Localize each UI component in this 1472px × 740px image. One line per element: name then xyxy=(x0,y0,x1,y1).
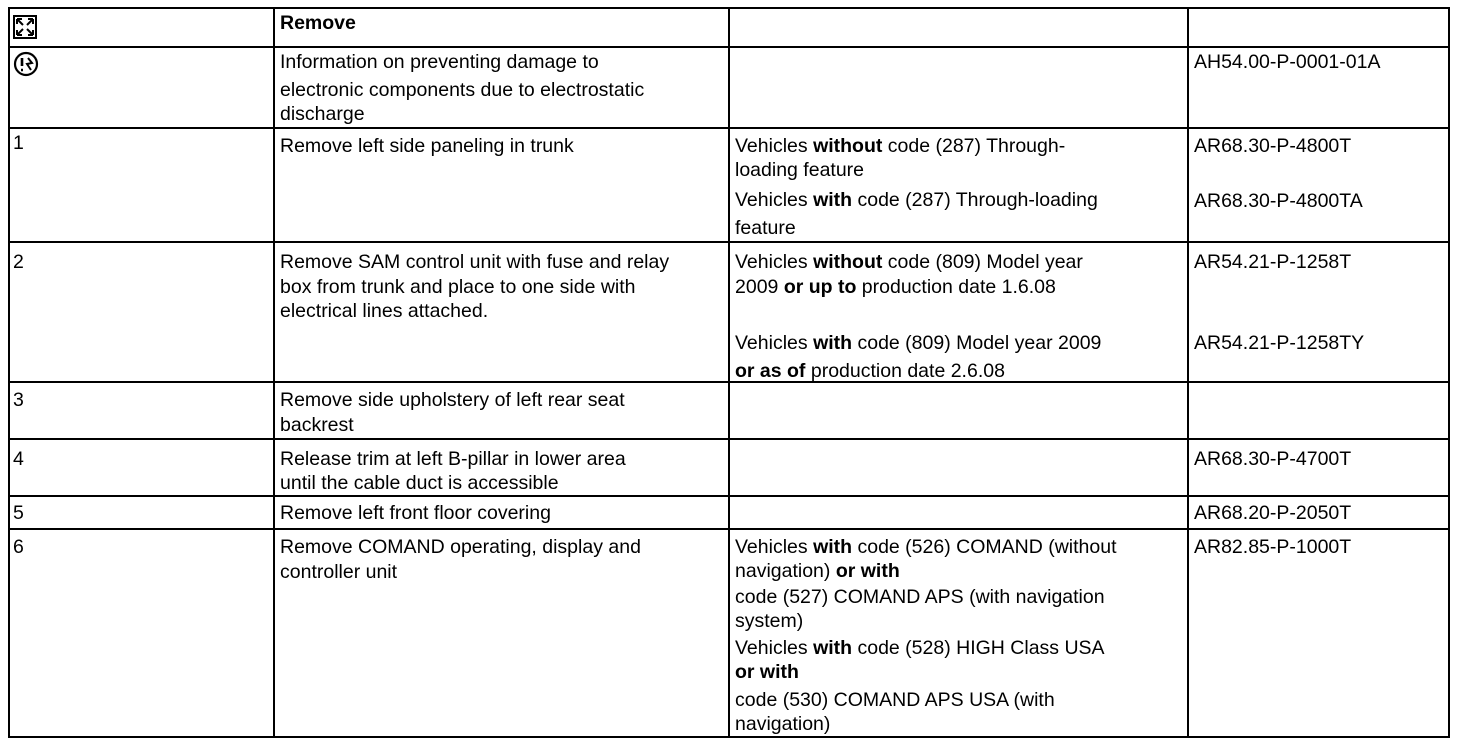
condition-keyword: without xyxy=(813,135,883,157)
step-text-line: Remove SAM control unit with fuse and relay xyxy=(280,251,670,273)
step-ref-cell xyxy=(1187,129,1450,241)
step-condition-cell xyxy=(728,243,1187,381)
step-text-cell xyxy=(273,530,728,736)
step-text-line: electrical lines attached. xyxy=(280,300,489,322)
condition-keyword: without xyxy=(813,251,883,273)
esd-warning-icon xyxy=(13,51,39,77)
step-condition-cell xyxy=(728,440,1187,495)
step-number-cell xyxy=(8,440,273,495)
condition-text: code (530) COMAND APS USA (with xyxy=(735,689,1055,711)
step-text-line: box from trunk and place to one side with xyxy=(280,276,636,298)
step-condition-cell xyxy=(728,530,1187,736)
step-condition-cell xyxy=(728,129,1187,241)
step-condition-cell xyxy=(728,383,1187,438)
condition-text: code (526) COMAND (without xyxy=(852,536,1117,558)
condition-block xyxy=(735,331,1187,383)
condition-text: code (527) COMAND APS (with navigation xyxy=(735,586,1105,608)
document-reference: AR68.20-P-2050T xyxy=(1194,502,1352,524)
step-text-line: controller unit xyxy=(280,561,398,583)
document-reference: AR82.85-P-1000T xyxy=(1194,536,1352,558)
condition-keyword: or with xyxy=(735,661,799,683)
step-text-line: backrest xyxy=(280,414,354,436)
condition-keyword: with xyxy=(813,189,853,211)
header-empty-cell xyxy=(1187,9,1450,46)
step-ref-cell xyxy=(1187,440,1450,495)
condition-text: production date 2.6.08 xyxy=(805,360,1005,382)
step-row-4 xyxy=(8,438,1450,495)
condition-text: Vehicles xyxy=(735,189,814,211)
esd-ref-cell xyxy=(1187,48,1450,127)
step-text-line: until the cable duct is accessible xyxy=(280,472,559,494)
condition-keyword: with xyxy=(813,536,853,558)
condition-text: Vehicles xyxy=(735,135,814,157)
condition-text: navigation) xyxy=(735,713,831,735)
step-text-line: Remove COMAND operating, display and xyxy=(280,536,641,558)
step-row-3 xyxy=(8,381,1450,438)
condition-keyword: with xyxy=(813,332,853,354)
step-row-1 xyxy=(8,127,1450,241)
step-text-cell xyxy=(273,440,728,495)
document-reference: AR68.30-P-4800T xyxy=(1194,135,1352,157)
step-number-cell xyxy=(8,497,273,528)
step-ref-cell xyxy=(1187,530,1450,736)
step-text-cell xyxy=(273,129,728,241)
step-text-cell xyxy=(273,383,728,438)
step-row-6 xyxy=(8,528,1450,738)
step-condition-cell xyxy=(728,497,1187,528)
step-text-line: Remove left side paneling in trunk xyxy=(280,135,574,157)
esd-text-line: Information on preventing damage to xyxy=(280,51,599,73)
condition-text: navigation) xyxy=(735,560,836,582)
header-row xyxy=(8,7,1450,46)
condition-text: 2009 xyxy=(735,276,784,298)
step-text-line: Remove side upholstery of left rear seat xyxy=(280,389,625,411)
condition-block xyxy=(735,134,1187,182)
condition-text: code (287) Through-loading xyxy=(852,189,1098,211)
document-reference: AR54.21-P-1258T xyxy=(1194,251,1352,273)
condition-text: system) xyxy=(735,610,804,632)
document-reference: AR54.21-P-1258TY xyxy=(1194,332,1365,354)
step-ref-cell xyxy=(1187,243,1450,381)
step-number: 3 xyxy=(13,389,24,411)
header-title-cell xyxy=(273,9,728,46)
step-number: 4 xyxy=(13,448,24,470)
esd-info-row xyxy=(8,46,1450,127)
header-title: Remove xyxy=(280,12,356,34)
condition-keyword: or up to xyxy=(783,276,857,298)
document-reference: AR68.30-P-4700T xyxy=(1194,448,1352,470)
condition-keyword: with xyxy=(813,637,853,659)
condition-block xyxy=(735,535,1187,633)
step-number-cell xyxy=(8,243,273,381)
condition-text: production date 1.6.08 xyxy=(856,276,1056,298)
condition-text: loading feature xyxy=(735,159,865,181)
header-empty-cell xyxy=(728,9,1187,46)
condition-block xyxy=(735,188,1187,240)
condition-text: feature xyxy=(735,217,796,239)
step-number-cell xyxy=(8,530,273,736)
document-reference: AH54.00-P-0001-01A xyxy=(1194,51,1381,73)
esd-symbol-cell xyxy=(8,48,273,127)
remove-symbol-cell xyxy=(8,9,273,46)
step-row-2 xyxy=(8,241,1450,381)
esd-text-cell xyxy=(273,48,728,127)
step-number-cell xyxy=(8,383,273,438)
step-number: 6 xyxy=(13,536,24,558)
remove-arrows-icon xyxy=(13,15,37,39)
condition-text: Vehicles xyxy=(735,251,814,273)
condition-text: Vehicles xyxy=(735,536,814,558)
condition-text: code (528) HIGH Class USA xyxy=(852,637,1105,659)
condition-keyword: or with xyxy=(835,560,900,582)
step-text-line: Release trim at left B-pillar in lower area xyxy=(280,448,626,470)
condition-keyword: or as of xyxy=(735,360,806,382)
esd-condition-cell xyxy=(728,48,1187,127)
condition-block xyxy=(735,250,1187,299)
document-reference: AR68.30-P-4800TA xyxy=(1194,190,1363,212)
condition-text: code (287) Through- xyxy=(882,135,1066,157)
esd-text-line: electronic components due to electrostatic xyxy=(280,79,645,101)
step-ref-cell xyxy=(1187,383,1450,438)
step-ref-cell xyxy=(1187,497,1450,528)
condition-text: Vehicles xyxy=(735,332,814,354)
step-text-cell xyxy=(273,243,728,381)
esd-text-line: discharge xyxy=(280,103,365,125)
condition-text: Vehicles xyxy=(735,637,814,659)
step-text-cell xyxy=(273,497,728,528)
condition-block xyxy=(735,636,1187,736)
step-number: 2 xyxy=(13,251,24,273)
condition-text: code (809) Model year xyxy=(882,251,1083,273)
step-number: 5 xyxy=(13,502,24,524)
condition-text: code (809) Model year 2009 xyxy=(852,332,1102,354)
step-row-5 xyxy=(8,495,1450,528)
step-number-cell xyxy=(8,129,273,241)
step-number: 1 xyxy=(13,132,24,154)
procedure-table xyxy=(8,7,1450,738)
step-text-line: Remove left front floor covering xyxy=(280,502,551,524)
